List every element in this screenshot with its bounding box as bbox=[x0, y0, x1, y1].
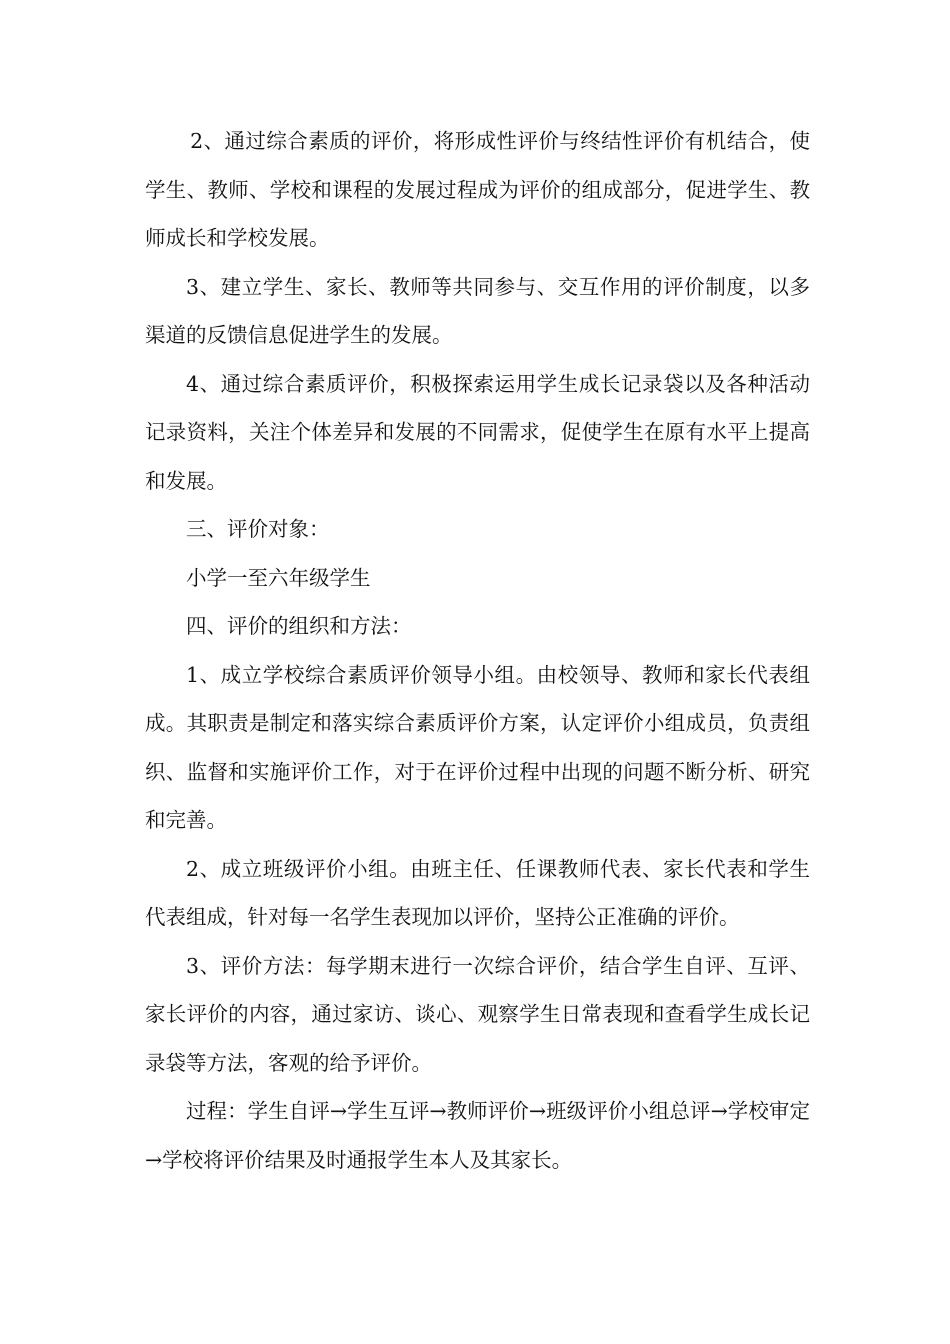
document-body bbox=[145, 117, 810, 1184]
paragraph-process: 过程：学生自评→学生互评→教师评价→班级评价小组总评→学校审定→学校将评价结果及时通报学生本人及其家长。 bbox=[145, 1099, 810, 1172]
paragraph-method-1: 1、成立学校综合素质评价领导小组。由校领导、教师和家长代表组成。其职责是制定和落实综合素质评价方案，认定评价小组成员，负责组织、监督和实施评价工作，对于在评价过程中出现的问题不断分析、研究和完善。 bbox=[145, 662, 810, 832]
paragraph-evaluation-target: 小学一至六年级学生 bbox=[186, 565, 371, 590]
paragraph-goal-3: 3、建立学生、家长、教师等共同参与、交互作用的评价制度，以多渠道的反馈信息促进学生的发展。 bbox=[145, 274, 810, 347]
paragraph-method-3: 3、评价方法：每学期末进行一次综合评价，结合学生自评、互评、家长评价的内容，通过家访、谈心、观察学生日常表现和查看学生成长记录袋等方法，客观的给予评价。 bbox=[145, 953, 810, 1075]
paragraph-goal-4: 4、通过综合素质评价，积极探索运用学生成长记录袋以及各种活动记录资料，关注个体差异和发展的不同需求，促使学生在原有水平上提高和发展。 bbox=[145, 371, 810, 493]
paragraph-method-2: 2、成立班级评价小组。由班主任、任课教师代表、家长代表和学生代表组成，针对每一名学生表现加以评价，坚持公正准确的评价。 bbox=[145, 856, 810, 929]
section-heading-evaluation-target: 三、评价对象： bbox=[186, 517, 330, 541]
section-heading-organization-method: 四、评价的组织和方法： bbox=[186, 614, 412, 638]
paragraph-goal-2: 2、通过综合素质的评价，将形成性评价与终结性评价有机结合，使学生、教师、学校和课程的发展过程成为评价的组成部分，促进学生、教师成长和学校发展。 bbox=[145, 129, 810, 250]
